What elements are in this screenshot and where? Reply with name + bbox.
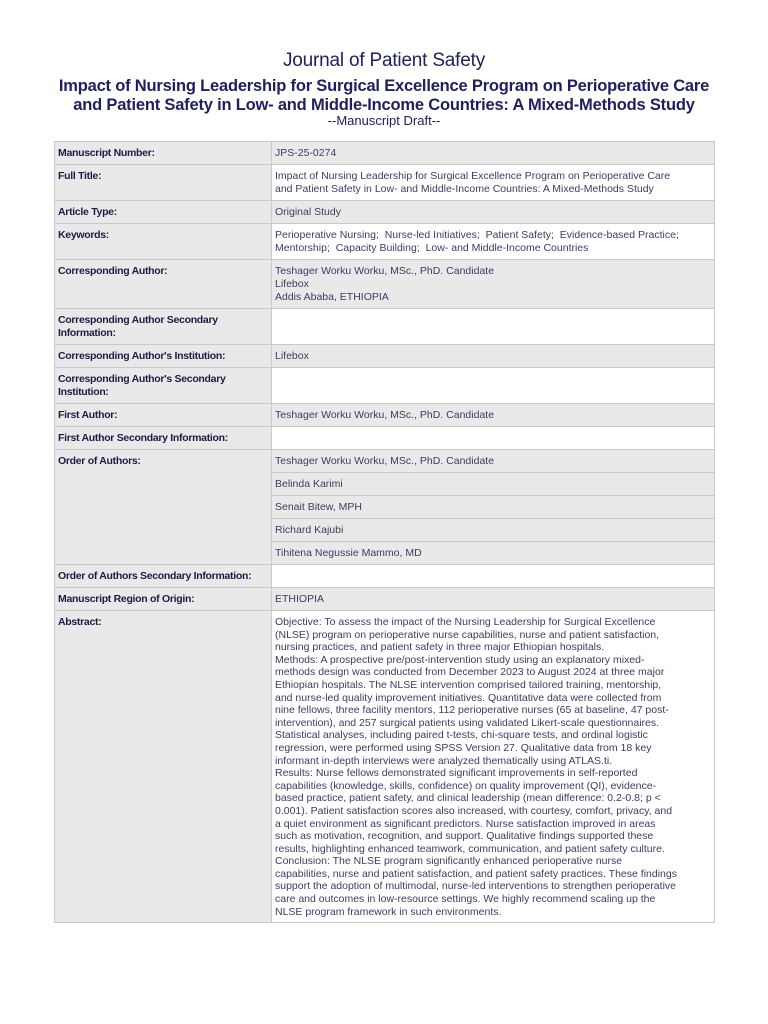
corresponding-author-location: Addis Ababa, ETHIOPIA xyxy=(275,291,389,303)
abstract-line: Ethiopian hospitals. The NLSE intervention comprised tailored training, mentorship, xyxy=(275,678,662,691)
order-of-authors-label: Order of Authors: xyxy=(55,450,272,565)
region-value: ETHIOPIA xyxy=(272,588,715,611)
abstract-line: Results: Nurse fellows demonstrated significant improvements in self-reported xyxy=(275,767,638,780)
abstract-line: (NLSE) program on perioperative nurse capabilities, nurse and patient satisfaction, xyxy=(275,628,660,641)
author-item: Belinda Karimi xyxy=(272,473,715,496)
table-row-order-of-authors xyxy=(55,450,715,473)
region-label: Manuscript Region of Origin: xyxy=(55,588,272,611)
abstract-line: such as motivation, recognition, and support. Qualitative findings supported these xyxy=(275,830,654,843)
first-author-secondary-value xyxy=(272,427,715,450)
abstract-line: a quiet environment as significant predictors. Nurse satisfaction improved in areas xyxy=(275,817,656,830)
manuscript-draft-label: --Manuscript Draft-- xyxy=(327,113,441,128)
table-row-order-secondary xyxy=(55,565,715,588)
abstract-line: intervention), and 257 surgical patients using validated Likert-scale questionnaires. xyxy=(275,716,660,729)
journal-title: Journal of Patient Safety xyxy=(282,50,485,71)
abstract-line: care and outcomes in low-resource settings. We highly recommend scaling up the xyxy=(275,893,656,906)
table-row-keywords xyxy=(55,224,715,260)
author-item: Tihitena Negussie Mammo, MD xyxy=(272,542,715,565)
table-row-corresponding-secondary-institution xyxy=(55,368,715,404)
abstract-line: capabilities (knowledge, skills, confidence) on quality improvement (QI), evidence- xyxy=(275,779,657,792)
keywords-line-2: Mentorship; Capacity Building; Low- and Middle-Income Countries xyxy=(275,242,589,254)
abstract-label: Abstract: xyxy=(55,611,272,923)
abstract-line: results, highlighting enhanced teamwork, communication, and patient safety culture. xyxy=(275,842,665,855)
abstract-value xyxy=(272,611,715,923)
author-item: Teshager Worku Worku, MSc., PhD. Candidate xyxy=(272,450,715,473)
abstract-line: NLSE program framework in such environments. xyxy=(275,905,502,918)
article-title xyxy=(30,77,738,114)
abstract-line: capabilities, nurse and patient satisfaction, and patient safety practices. These findings xyxy=(275,867,677,880)
abstract-line: support the adoption of multimodal, nurse-led interventions to strengthen perioperative xyxy=(275,880,676,893)
abstract-line: methods design was conducted from December 2023 to August 2024 at three major xyxy=(275,666,665,679)
full-title-value xyxy=(272,165,715,201)
table-row-corresponding-secondary xyxy=(55,309,715,345)
abstract-line: and nurse-led quality improvement initiatives. Quantitative data were collected from xyxy=(275,691,662,704)
abstract-line: nursing practices, and patient safety in three major Ethiopian hospitals. xyxy=(275,641,605,654)
first-author-label: First Author: xyxy=(55,404,272,427)
abstract-line: Methods: A prospective pre/post-intervention study using an explanatory mixed- xyxy=(275,653,645,666)
abstract-line: Statistical analyses, including paired t-tests, chi-square tests, and ordinal logistic xyxy=(275,729,648,742)
corresponding-institution-label: Corresponding Author's Institution: xyxy=(55,345,272,368)
abstract-line: informant in-depth interviews were analyzed thematically using ATLAS.ti. xyxy=(275,754,613,767)
corresponding-secondary-institution-value xyxy=(272,368,715,404)
corresponding-secondary-institution-label: Corresponding Author's Secondary Institution: xyxy=(55,368,272,404)
abstract-line: Objective: To assess the impact of the Nursing Leadership for Surgical Excellence xyxy=(275,616,656,628)
table-row-first-author xyxy=(55,404,715,427)
table-row-abstract xyxy=(55,611,715,923)
corresponding-secondary-label: Corresponding Author Secondary Information: xyxy=(55,309,272,345)
first-author-secondary-label: First Author Secondary Information: xyxy=(55,427,272,450)
table-row-corresponding-institution xyxy=(55,345,715,368)
author-item: Senait Bitew, MPH xyxy=(272,496,715,519)
table-row-region xyxy=(55,588,715,611)
full-title-line-1: Impact of Nursing Leadership for Surgical Excellence Program on Perioperative Care xyxy=(275,170,671,182)
abstract-line: regression, were performed using SPSS Version 27. Qualitative data from 18 key xyxy=(275,741,652,754)
article-title-line-1: Impact of Nursing Leadership for Surgical Excellence Program on Perioperative Care xyxy=(58,77,710,95)
corresponding-institution-value: Lifebox xyxy=(272,345,715,368)
order-secondary-label: Order of Authors Secondary Information: xyxy=(55,565,272,588)
full-title-line-2: and Patient Safety in Low- and Middle-Income Countries: A Mixed-Methods Study xyxy=(275,183,654,195)
manuscript-number-label: Manuscript Number: xyxy=(55,142,272,165)
abstract-line: Conclusion: The NLSE program significantly enhanced perioperative nurse xyxy=(275,855,623,868)
keywords-value xyxy=(272,224,715,260)
corresponding-author-label: Corresponding Author: xyxy=(55,260,272,309)
table-row-first-author-secondary xyxy=(55,427,715,450)
corresponding-author-org: Lifebox xyxy=(275,278,309,290)
order-secondary-value xyxy=(272,565,715,588)
table-row-manuscript-number xyxy=(55,142,715,165)
table-row-full-title xyxy=(55,165,715,201)
table-row-article-type xyxy=(55,201,715,224)
abstract-line: nine fellows, three facility mentors, 112 perioperative nurses (65 at baseline, 47 post- xyxy=(275,704,669,717)
corresponding-author-name: Teshager Worku Worku, MSc., PhD. Candidate xyxy=(275,265,495,277)
corresponding-secondary-value xyxy=(272,309,715,345)
manuscript-metadata-table xyxy=(54,141,715,923)
corresponding-author-value xyxy=(272,260,715,309)
article-type-label: Article Type: xyxy=(55,201,272,224)
abstract-line: 0.001). Patient satisfaction scores also increased, with courtesy, comfort, privacy, and xyxy=(275,804,673,817)
table-row-corresponding-author xyxy=(55,260,715,309)
manuscript-number-value: JPS-25-0274 xyxy=(272,142,715,165)
keywords-label: Keywords: xyxy=(55,224,272,260)
article-type-value: Original Study xyxy=(272,201,715,224)
full-title-label: Full Title: xyxy=(55,165,272,201)
first-author-value: Teshager Worku Worku, MSc., PhD. Candidate xyxy=(272,404,715,427)
article-title-line-2: and Patient Safety in Low- and Middle-Income Countries: A Mixed-Methods Study xyxy=(73,95,695,114)
abstract-line: based practice, patient safety, and clinical leadership (mean difference: 0.2-0.8; p < xyxy=(275,792,661,805)
author-item: Richard Kajubi xyxy=(272,519,715,542)
keywords-line-1: Perioperative Nursing; Nurse-led Initiatives; Patient Safety; Evidence-based Practice; xyxy=(275,229,679,241)
